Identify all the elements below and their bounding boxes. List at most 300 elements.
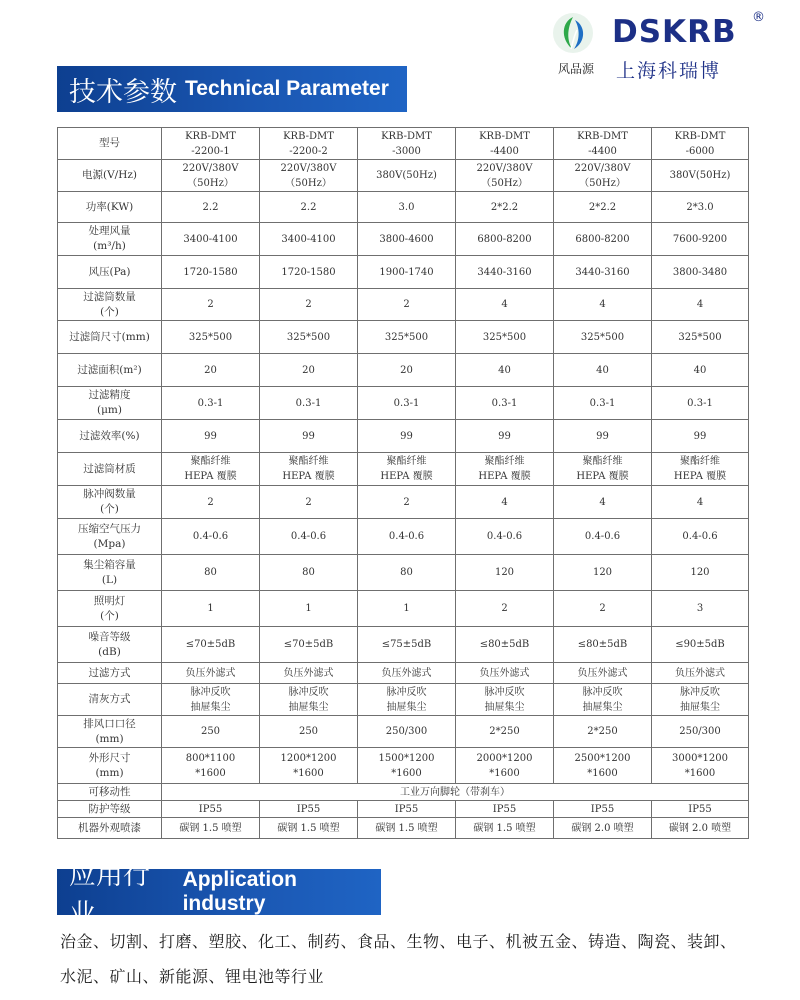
- value-cell: [358, 256, 456, 289]
- cell-text: (个): [100, 305, 119, 318]
- cell-text: （50Hz）: [481, 177, 528, 189]
- value-cell: [554, 519, 652, 555]
- cell-text: 过滤方式: [88, 666, 131, 679]
- row-label: [58, 192, 162, 223]
- table-row: [58, 801, 749, 818]
- row-label: [58, 128, 162, 160]
- cell-text: 2: [207, 299, 214, 310]
- cell-text: 2: [403, 496, 410, 508]
- cell-text: 325*500: [580, 331, 625, 343]
- value-cell: [162, 818, 260, 839]
- value-cell: [456, 256, 554, 289]
- value-cell: [652, 387, 749, 420]
- cell-text: 3400-4100: [183, 233, 238, 245]
- value-cell: [554, 289, 652, 321]
- value-cell: [456, 160, 554, 192]
- value-cell: [162, 555, 260, 591]
- cell-text: 4: [599, 496, 606, 508]
- value-cell: [456, 663, 554, 684]
- model-cell: [652, 128, 749, 160]
- cell-text: HEPA 覆膜: [576, 471, 629, 482]
- cell-text: 聚酯纤维: [582, 456, 623, 467]
- cell-text: 2000*1200: [476, 752, 533, 764]
- cell-text: 325*500: [482, 331, 527, 343]
- industry-list: [60, 924, 750, 994]
- value-cell: [162, 663, 260, 684]
- value-cell: [554, 223, 652, 256]
- value-cell: [456, 453, 554, 486]
- cell-text: *1600: [587, 767, 618, 779]
- cell-text: IP55: [394, 803, 419, 815]
- value-cell: [162, 519, 260, 555]
- cell-text: -6000: [685, 145, 715, 157]
- value-cell: [260, 453, 358, 486]
- table-row: [58, 784, 749, 801]
- table-row: [58, 627, 749, 663]
- cell-text: -3000: [392, 145, 421, 157]
- value-cell: [162, 801, 260, 818]
- value-cell: [652, 420, 749, 453]
- value-cell: [652, 519, 749, 555]
- cell-text: ≤80±5dB: [577, 639, 628, 650]
- cell-text: 20: [204, 364, 217, 376]
- cell-text: *1600: [195, 767, 226, 779]
- value-cell: [358, 663, 456, 684]
- value-cell: [456, 519, 554, 555]
- cell-text: 集尘箱容量: [83, 558, 136, 571]
- value-cell: [358, 555, 456, 591]
- table-row: [58, 354, 749, 387]
- cell-text: KRB-DMT: [577, 130, 628, 142]
- cell-text: 2*3.0: [686, 201, 714, 213]
- value-cell: [260, 748, 358, 784]
- cell-text: （50Hz）: [285, 177, 332, 189]
- table-row: [58, 716, 749, 748]
- cell-text: 脉冲反吹: [288, 686, 329, 698]
- cell-text: 抽屉集尘: [582, 701, 623, 713]
- row-label: [58, 627, 162, 663]
- table-row: [58, 591, 749, 627]
- value-cell: [652, 801, 749, 818]
- value-cell: [652, 160, 749, 192]
- cell-text: 处理风量: [88, 225, 131, 237]
- cell-text: KRB-DMT: [381, 130, 432, 142]
- cell-text: 过滤效率(%): [79, 429, 140, 442]
- cell-text: 2*2.2: [490, 201, 519, 213]
- cell-text: ≤80±5dB: [479, 639, 530, 650]
- cell-text: 防护等级: [88, 802, 131, 815]
- cell-text: 250/300: [679, 726, 721, 737]
- cell-text: HEPA 覆膜: [478, 471, 531, 482]
- row-label: [58, 223, 162, 256]
- brand-name: DSKRB: [612, 14, 737, 50]
- row-label: [58, 818, 162, 839]
- value-cell: [358, 453, 456, 486]
- cell-text: 4: [599, 299, 606, 310]
- value-cell: [260, 627, 358, 663]
- value-cell: [358, 716, 456, 748]
- cell-text: 120: [494, 567, 515, 578]
- cell-text: 220V/380V: [476, 162, 533, 174]
- banner-title-en: Application industry: [182, 868, 297, 915]
- cell-text: *1600: [391, 767, 422, 779]
- cell-text: 清灰方式: [88, 693, 131, 705]
- table-row: [58, 748, 749, 784]
- table-row: [58, 453, 749, 486]
- table-header-row: [58, 128, 749, 160]
- cell-text: 过滤筒数量: [83, 290, 136, 303]
- company-cn-name: 上海科瑞博: [616, 60, 722, 82]
- row-label: [58, 289, 162, 321]
- value-cell: [554, 748, 652, 784]
- value-cell: [652, 716, 749, 748]
- value-cell: [260, 321, 358, 354]
- value-cell: [456, 748, 554, 784]
- cell-text: (dB): [98, 645, 121, 658]
- cell-text: 380V(50Hz): [669, 170, 731, 181]
- cell-text: 0.3-1: [393, 397, 420, 409]
- cell-text: 2*250: [489, 726, 520, 737]
- value-cell: [554, 818, 652, 839]
- row-label: [58, 591, 162, 627]
- cell-text: 抽屉集尘: [484, 701, 525, 713]
- cell-text: (mm): [95, 766, 124, 779]
- cell-text: 99: [498, 430, 511, 442]
- cell-text: 功率(KW): [85, 200, 134, 213]
- cell-text: 脉冲反吹: [386, 686, 427, 698]
- value-cell: [260, 591, 358, 627]
- cell-text: 3400-4100: [281, 233, 336, 245]
- cell-text: 过滤面积(m²): [77, 363, 142, 376]
- value-cell: [260, 684, 358, 716]
- industry-line: 水泥、矿山、新能源、锂电池等行业: [60, 967, 325, 986]
- value-cell: [260, 192, 358, 223]
- value-cell: [554, 354, 652, 387]
- value-cell: [162, 192, 260, 223]
- cell-text: 碳钢 1.5 喷塑: [473, 822, 536, 834]
- cell-text: ≤70±5dB: [283, 639, 334, 650]
- cell-text: 3.0: [398, 201, 415, 213]
- cell-text: ≤90±5dB: [675, 639, 725, 650]
- cell-text: HEPA 覆膜: [184, 471, 237, 482]
- cell-text: 负压外滤式: [675, 667, 725, 679]
- value-cell: [652, 627, 749, 663]
- value-cell: [162, 223, 260, 256]
- cell-text: 可移动性: [88, 785, 131, 798]
- parameter-table: [57, 127, 749, 839]
- cell-text: 2: [403, 299, 410, 310]
- row-label: [58, 256, 162, 289]
- application-industry-banner: [57, 860, 381, 930]
- cell-text: 负压外滤式: [479, 667, 530, 679]
- cell-text: 7600-9200: [672, 233, 728, 245]
- cell-text: 0.4-0.6: [486, 531, 523, 542]
- cell-text: 脉冲阀数量: [83, 488, 136, 500]
- cell-text: 99: [693, 430, 707, 442]
- cell-text: 脉冲反吹: [680, 686, 720, 698]
- value-cell: [554, 684, 652, 716]
- banner-title-cn: 应用行业: [69, 860, 150, 930]
- cell-text: 过滤筒材质: [83, 462, 136, 475]
- table-row: [58, 486, 749, 519]
- value-cell: [162, 387, 260, 420]
- value-cell: [260, 555, 358, 591]
- cell-text: (个): [100, 609, 119, 622]
- table-row: [58, 256, 749, 289]
- cell-text: *1600: [489, 767, 520, 779]
- cell-text: 220V/380V: [574, 162, 631, 174]
- value-cell: [456, 801, 554, 818]
- value-cell: [260, 818, 358, 839]
- row-label: [58, 519, 162, 555]
- model-cell: [456, 128, 554, 160]
- cell-text: 40: [596, 364, 609, 376]
- value-cell: [652, 256, 749, 289]
- value-cell: [652, 486, 749, 519]
- cell-text: 80: [400, 567, 413, 578]
- cell-text: IP55: [590, 803, 615, 815]
- cell-text: 2.2: [300, 201, 317, 213]
- cell-text: *1600: [684, 767, 716, 779]
- company-logo: [548, 10, 778, 82]
- value-cell: [358, 486, 456, 519]
- value-cell: [260, 289, 358, 321]
- cell-text: 20: [400, 364, 413, 376]
- value-cell: [162, 354, 260, 387]
- cell-text: 325*500: [286, 331, 331, 343]
- value-cell: [358, 591, 456, 627]
- cell-text: 1: [305, 603, 312, 614]
- cell-text: 1720-1580: [183, 266, 238, 278]
- value-cell: [260, 256, 358, 289]
- model-cell: [162, 128, 260, 160]
- cell-text: 电源(V/Hz): [81, 169, 137, 181]
- value-cell: [652, 555, 749, 591]
- cell-text: (mm): [95, 732, 124, 745]
- value-cell: [456, 716, 554, 748]
- cell-text: 80: [302, 567, 315, 578]
- logo-sub-label: 风品源: [557, 62, 594, 76]
- cell-text: (L): [101, 573, 118, 586]
- cell-text: 2.2: [202, 201, 219, 213]
- cell-text: 99: [302, 430, 315, 442]
- value-cell: [162, 321, 260, 354]
- cell-text: (Mpa): [93, 537, 126, 550]
- row-label: [58, 354, 162, 387]
- value-cell: [358, 684, 456, 716]
- cell-text: 3440-3160: [477, 266, 532, 278]
- cell-text: 1: [207, 603, 214, 614]
- cell-text: 4: [501, 299, 508, 310]
- cell-text: 0.3-1: [491, 397, 518, 409]
- cell-text: 碳钢 2.0 喷塑: [668, 822, 732, 834]
- value-cell: [260, 716, 358, 748]
- cell-text: 40: [693, 364, 707, 376]
- cell-text: 0.3-1: [295, 397, 322, 409]
- banner-title-cn: 技术参数: [69, 76, 177, 108]
- cell-text: -2200-1: [191, 145, 230, 157]
- table-row: [58, 420, 749, 453]
- cell-text: 聚酯纤维: [484, 456, 525, 467]
- cell-text: 220V/380V: [182, 162, 239, 174]
- cell-text: 0.3-1: [589, 397, 616, 409]
- value-cell: [554, 663, 652, 684]
- value-cell: [456, 387, 554, 420]
- value-cell: [456, 354, 554, 387]
- value-cell: [456, 420, 554, 453]
- value-cell: [358, 354, 456, 387]
- model-cell: [358, 128, 456, 160]
- cell-text: 120: [592, 567, 613, 578]
- cell-text: 40: [498, 364, 511, 376]
- row-label: [58, 684, 162, 716]
- cell-text: 3800-4600: [379, 233, 434, 245]
- cell-text: 外形尺寸: [88, 751, 131, 764]
- row-label: [58, 453, 162, 486]
- cell-text: *1600: [293, 767, 324, 779]
- value-cell: [554, 192, 652, 223]
- row-label: [58, 801, 162, 818]
- cell-text: -4400: [490, 145, 519, 157]
- value-cell: [358, 223, 456, 256]
- value-cell: [652, 818, 749, 839]
- cell-text: 过滤精度: [88, 389, 131, 401]
- value-cell: [162, 256, 260, 289]
- cell-text: 噪音等级: [88, 630, 131, 643]
- banner-title-en: Technical Parameter: [185, 77, 389, 100]
- cell-text: 2*250: [587, 726, 618, 737]
- cell-text: 脉冲反吹: [582, 686, 623, 698]
- cell-text: （50Hz）: [187, 177, 234, 189]
- value-cell: [456, 321, 554, 354]
- cell-text: 800*1100: [185, 752, 236, 764]
- table-row: [58, 289, 749, 321]
- cell-text: 0.4-0.6: [388, 531, 425, 542]
- cell-text: （50Hz）: [579, 177, 626, 189]
- value-cell: [554, 453, 652, 486]
- cell-text: 3800-3480: [672, 266, 728, 278]
- value-cell: [554, 387, 652, 420]
- value-cell: [358, 519, 456, 555]
- industry-line: 治金、切割、打磨、塑胶、化工、制药、食品、生物、电子、机被五金、铸造、陶瓷、装卸、: [60, 932, 737, 951]
- row-label: [58, 748, 162, 784]
- value-cell: [162, 684, 260, 716]
- cell-text: 聚酯纤维: [386, 456, 427, 467]
- value-cell: [260, 519, 358, 555]
- cell-text: IP55: [296, 803, 321, 815]
- cell-text: 2: [599, 603, 606, 614]
- row-label: [58, 486, 162, 519]
- cell-text: HEPA 覆膜: [282, 471, 335, 482]
- value-cell: [162, 591, 260, 627]
- value-cell: [260, 486, 358, 519]
- cell-text: 聚酯纤维: [680, 456, 720, 467]
- cell-text: 0.4-0.6: [290, 531, 327, 542]
- cell-text: 220V/380V: [280, 162, 337, 174]
- value-cell: [358, 748, 456, 784]
- value-cell: [358, 321, 456, 354]
- row-label: [58, 420, 162, 453]
- cell-text: 3: [696, 603, 704, 614]
- value-cell: [260, 387, 358, 420]
- cell-text: 6800-8200: [477, 233, 532, 245]
- table-row: [58, 192, 749, 223]
- cell-text: 抽屉集尘: [386, 701, 427, 713]
- cell-text: IP55: [492, 803, 517, 815]
- cell-text: 2: [501, 603, 508, 614]
- cell-text: (m³/h): [93, 240, 126, 252]
- cell-text: 4: [696, 299, 704, 310]
- cell-text: 1900-1740: [379, 266, 434, 278]
- cell-text: 2: [207, 496, 214, 508]
- value-cell: [358, 420, 456, 453]
- value-cell: [456, 684, 554, 716]
- cell-text: 325*500: [188, 331, 233, 343]
- value-cell: [554, 256, 652, 289]
- value-cell: [456, 223, 554, 256]
- value-cell: [652, 663, 749, 684]
- cell-text: 2500*1200: [574, 752, 631, 764]
- value-cell: [652, 354, 749, 387]
- value-cell: [554, 716, 652, 748]
- cell-text: -2200-2: [289, 145, 328, 157]
- row-label: [58, 716, 162, 748]
- value-cell: [358, 801, 456, 818]
- cell-text: ≤70±5dB: [185, 639, 236, 650]
- value-cell: [456, 591, 554, 627]
- cell-text: 1200*1200: [280, 752, 337, 764]
- table-row: [58, 818, 749, 839]
- table-row: [58, 519, 749, 555]
- cell-text: 抽屉集尘: [190, 701, 231, 713]
- cell-text: 0.4-0.6: [682, 531, 718, 542]
- value-cell: [358, 289, 456, 321]
- row-label: [58, 555, 162, 591]
- cell-text: 聚酯纤维: [190, 456, 231, 467]
- cell-text: 聚酯纤维: [288, 456, 329, 467]
- cell-text: 3440-3160: [575, 266, 630, 278]
- table-row: [58, 160, 749, 192]
- cell-text: 脉冲反吹: [190, 686, 231, 698]
- cell-text: 2: [305, 299, 312, 310]
- value-cell: [162, 627, 260, 663]
- value-cell: [260, 420, 358, 453]
- table-row: [58, 223, 749, 256]
- value-cell: [652, 289, 749, 321]
- registered-mark: ®: [752, 10, 765, 25]
- value-cell: [652, 192, 749, 223]
- cell-text: 碳钢 2.0 喷塑: [571, 822, 634, 834]
- value-cell: [358, 818, 456, 839]
- value-cell: [162, 160, 260, 192]
- cell-text: 380V(50Hz): [376, 170, 437, 181]
- cell-text: 325*500: [678, 331, 722, 343]
- table-row: [58, 555, 749, 591]
- value-cell: [456, 289, 554, 321]
- value-cell: [456, 627, 554, 663]
- table-row: [58, 663, 749, 684]
- row-label: [58, 784, 162, 801]
- value-cell: [162, 420, 260, 453]
- cell-text: ≤75±5dB: [381, 639, 432, 650]
- cell-text: 120: [690, 567, 710, 578]
- cell-text: 250: [298, 726, 319, 737]
- table-row: [58, 684, 749, 716]
- merged-cell: 工业万向脚轮（带刹车）: [162, 784, 749, 801]
- cell-text: 1720-1580: [281, 266, 336, 278]
- cell-text: 99: [596, 430, 609, 442]
- cell-text: -4400: [588, 145, 617, 157]
